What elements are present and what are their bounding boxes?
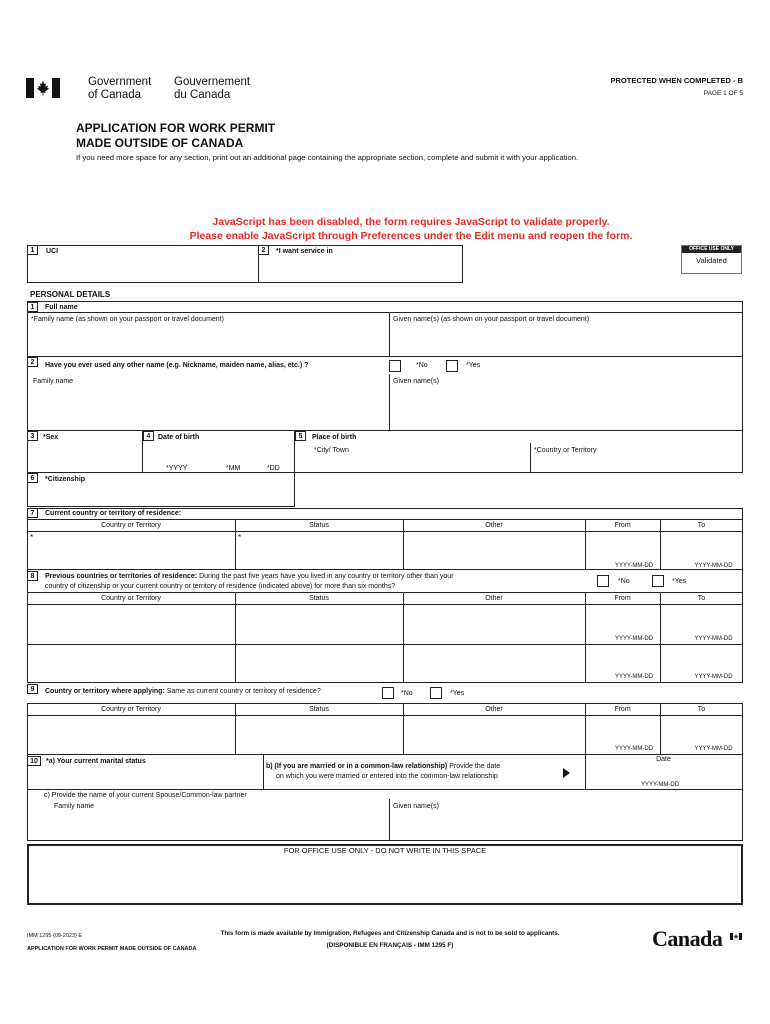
place-of-birth-label: Place of birth bbox=[312, 434, 357, 441]
full-name-label: Full name bbox=[45, 304, 78, 311]
form-title-line2: MADE OUTSIDE OF CANADA bbox=[76, 136, 244, 150]
spouse-family-name-label: Family name bbox=[54, 803, 95, 810]
marriage-date-text: Provide the date bbox=[447, 763, 501, 770]
other-given-name-input[interactable] bbox=[390, 388, 742, 430]
other-name-yes-label: *Yes bbox=[466, 362, 481, 369]
other-name-no-label: *No bbox=[416, 362, 428, 369]
form-title-line1: APPLICATION FOR WORK PERMIT bbox=[76, 121, 276, 135]
q8-col-status: Status bbox=[309, 595, 329, 602]
other-family-name-input[interactable] bbox=[28, 388, 388, 430]
marriage-date-format: YYYY-MM-DD bbox=[640, 782, 680, 788]
q8-row1-country-input[interactable] bbox=[28, 605, 235, 643]
footer-form-title: APPLICATION FOR WORK PERMIT MADE OUTSIDE OF CANADA bbox=[27, 946, 197, 952]
q8-number: 8 bbox=[27, 571, 38, 581]
form-code: IMM 1295 (09-2023) E bbox=[27, 933, 83, 939]
family-name-label: *Family name (as shown on your passport or travel document) bbox=[31, 316, 224, 323]
q8-row1-to-format: YYYY-MM-DD bbox=[694, 636, 733, 642]
uci-field[interactable] bbox=[27, 245, 259, 283]
sex-select[interactable] bbox=[28, 443, 141, 471]
previous-residence-yes-label: *Yes bbox=[672, 578, 687, 585]
previous-residence-text2: country of citizenship or your current country or territory of residence (indicated above) for more than six months? bbox=[45, 583, 396, 590]
q7-col-status: Status bbox=[309, 522, 329, 529]
dob-input[interactable] bbox=[146, 443, 292, 463]
protected-label: PROTECTED WHEN COMPLETED - B bbox=[610, 76, 743, 85]
js-warning-line2: Please enable JavaScript through Preferences under the Edit menu and reopen the form. bbox=[189, 230, 633, 242]
applying-same-no-checkbox[interactable] bbox=[382, 687, 394, 699]
q4-number: 4 bbox=[143, 431, 154, 441]
q7-from-input[interactable] bbox=[586, 532, 660, 562]
q9-col-country: Country or Territory bbox=[101, 706, 161, 713]
q7-other-input[interactable] bbox=[404, 532, 585, 569]
other-name-question: Have you ever used any other name (e.g. Nickname, maiden name, alias, etc.) ? bbox=[45, 362, 309, 369]
q7-col-to: To bbox=[697, 522, 706, 529]
q7-col-country: Country or Territory bbox=[101, 522, 161, 529]
q5-number: 5 bbox=[295, 431, 306, 441]
q9-col-from: From bbox=[614, 706, 631, 713]
personal-details-heading: PERSONAL DETAILS bbox=[30, 290, 111, 299]
applying-country-text bbox=[45, 688, 321, 695]
other-name-yes-checkbox[interactable] bbox=[446, 360, 458, 372]
q8-row1-to-input[interactable] bbox=[661, 605, 742, 635]
uci-label: UCI bbox=[46, 248, 59, 255]
q8-row2-to-format: YYYY-MM-DD bbox=[694, 674, 733, 680]
dob-label: Date of birth bbox=[158, 434, 200, 441]
office-use-title-text: OFFICE USE ONLY bbox=[689, 246, 734, 252]
spouse-name-instruction: c) Provide the name of your current Spouse/Common-law partner bbox=[44, 792, 247, 799]
q9-status-input[interactable] bbox=[236, 716, 403, 754]
family-name-input[interactable] bbox=[28, 326, 388, 355]
q7-to-input[interactable] bbox=[661, 532, 742, 562]
office-only-label: FOR OFFICE USE ONLY - DO NOT WRITE IN THIS SPACE bbox=[283, 846, 487, 855]
dob-mm-label: *MM bbox=[226, 465, 241, 472]
q9-from-format: YYYY-MM-DD bbox=[614, 746, 654, 752]
given-name-input[interactable] bbox=[390, 326, 742, 355]
marriage-date-label: Date bbox=[656, 756, 671, 763]
q10-number: 10 bbox=[27, 756, 41, 766]
q7-to-format: YYYY-MM-DD bbox=[694, 563, 733, 569]
french-availability: (DISPONIBLE EN FRANÇAIS - IMM 1295 F) bbox=[326, 942, 454, 949]
marriage-date-instruction2: on which you were married or entered into the common-law relationship bbox=[276, 773, 498, 780]
canada-wordmark: Canada bbox=[652, 926, 723, 951]
q1b-number: 1 bbox=[27, 302, 38, 312]
q8-col-from: From bbox=[614, 595, 631, 602]
arrow-right-icon bbox=[563, 768, 570, 778]
q8-row1-from-input[interactable] bbox=[586, 605, 660, 635]
q9-country-input[interactable] bbox=[28, 716, 235, 754]
q1-number: 1 bbox=[27, 245, 38, 255]
q9-col-other: Other bbox=[485, 706, 503, 713]
q7-col-from: From bbox=[614, 522, 631, 529]
other-family-name-label: Family name bbox=[33, 378, 74, 385]
applying-same-yes-label: *Yes bbox=[450, 690, 465, 697]
q9-number: 9 bbox=[27, 684, 38, 694]
q9-to-format: YYYY-MM-DD bbox=[694, 746, 733, 752]
q7-country-required: * bbox=[30, 533, 34, 542]
applying-country-label: Country or territory where applying: bbox=[45, 688, 165, 695]
city-input[interactable] bbox=[296, 456, 529, 472]
current-residence-label: Current country or territory of residence: bbox=[45, 510, 182, 517]
q8-col-country: Country or Territory bbox=[101, 595, 161, 602]
wordmark-flag-icon bbox=[730, 927, 742, 934]
dob-yyyy-label: *YYYY bbox=[166, 465, 188, 472]
availability-notice: This form is made available by Immigration, Refugees and Citizenship Canada and is not to be sold to applicants. bbox=[220, 930, 560, 937]
page-indicator: PAGE 1 OF 5 bbox=[703, 90, 743, 97]
q8-row2-country-input[interactable] bbox=[28, 645, 235, 682]
gov-fr-line1: Gouvernement bbox=[174, 76, 251, 88]
spouse-given-name-input[interactable] bbox=[390, 812, 742, 840]
marital-status-label: *a) Your current marital status bbox=[46, 758, 146, 765]
applying-same-no-label: *No bbox=[401, 690, 413, 697]
q2b-number: 2 bbox=[27, 357, 38, 367]
other-name-no-checkbox[interactable] bbox=[389, 360, 401, 372]
given-name-label: Given name(s) (as shown on your passport or travel document) bbox=[393, 316, 590, 323]
marital-status-select[interactable] bbox=[28, 768, 262, 788]
spouse-given-name-label: Given name(s) bbox=[393, 803, 439, 810]
city-label: *City/ Town bbox=[314, 447, 349, 454]
q7-country-input[interactable] bbox=[28, 532, 235, 569]
marriage-date-input[interactable] bbox=[586, 766, 742, 782]
instruction-text: If you need more space for any section, print out an additional page containing the appropriate section, complete and submit it with your application. bbox=[76, 153, 579, 162]
dob-dd-label: *DD bbox=[267, 465, 280, 472]
q8-row1-other-input[interactable] bbox=[404, 605, 585, 643]
q8-row2-from-input[interactable] bbox=[586, 645, 660, 673]
q8-col-to: To bbox=[697, 595, 706, 602]
q8-row2-from-format: YYYY-MM-DD bbox=[614, 674, 654, 680]
q6-number: 6 bbox=[27, 473, 38, 483]
previous-residence-text1 bbox=[45, 573, 454, 580]
q7-col-other: Other bbox=[485, 522, 503, 529]
q9-from-input[interactable] bbox=[586, 716, 660, 744]
previous-residence-label: Previous countries or territories of residence: bbox=[45, 573, 198, 580]
applying-country-question: Same as current country or territory of residence? bbox=[166, 688, 321, 695]
q7-status-input[interactable] bbox=[236, 532, 403, 569]
marriage-date-instruction bbox=[266, 763, 500, 770]
applying-same-yes-checkbox[interactable] bbox=[430, 687, 442, 699]
q7-status-required: * bbox=[238, 533, 242, 542]
previous-residence-no-label: *No bbox=[618, 578, 630, 585]
gov-en-line2: of Canada bbox=[88, 89, 142, 101]
q8-row2-other-input[interactable] bbox=[404, 645, 585, 682]
gov-fr-line2: du Canada bbox=[174, 89, 231, 101]
q9-other-input[interactable] bbox=[404, 716, 585, 754]
q8-row2-to-input[interactable] bbox=[661, 645, 742, 673]
canada-flag-logo bbox=[26, 78, 60, 98]
previous-residence-question: During the past five years have you lived in any country or territory other than your bbox=[199, 573, 454, 580]
q9-to-input[interactable] bbox=[661, 716, 742, 744]
service-language-label: *I want service in bbox=[276, 248, 333, 255]
previous-residence-yes-checkbox[interactable] bbox=[652, 575, 664, 587]
q8-col-other: Other bbox=[485, 595, 503, 602]
q8-row1-status-input[interactable] bbox=[236, 605, 403, 643]
birth-country-input[interactable] bbox=[532, 456, 742, 472]
birth-country-label: *Country or Territory bbox=[534, 447, 597, 454]
q7-number: 7 bbox=[27, 508, 38, 518]
sex-label: *Sex bbox=[43, 434, 59, 441]
q2-number: 2 bbox=[258, 245, 269, 255]
gov-en-line1: Government bbox=[88, 76, 152, 88]
q3-number: 3 bbox=[27, 431, 38, 441]
q8-row2-status-input[interactable] bbox=[236, 645, 403, 682]
previous-residence-no-checkbox[interactable] bbox=[597, 575, 609, 587]
q9-col-to: To bbox=[697, 706, 706, 713]
other-given-name-label: Given name(s) bbox=[393, 378, 439, 385]
q9-col-status: Status bbox=[309, 706, 329, 713]
marriage-date-condition: b) (If you are married or in a common-law relationship) bbox=[266, 763, 448, 770]
q7-from-format: YYYY-MM-DD bbox=[614, 563, 654, 569]
q8-row1-from-format: YYYY-MM-DD bbox=[614, 636, 654, 642]
citizenship-label: *Citizenship bbox=[45, 476, 86, 483]
validated-label: Validated bbox=[696, 256, 727, 265]
spouse-family-name-input[interactable] bbox=[28, 812, 388, 840]
js-warning-line1: JavaScript has been disabled, the form requires JavaScript to validate properly. bbox=[212, 216, 610, 228]
